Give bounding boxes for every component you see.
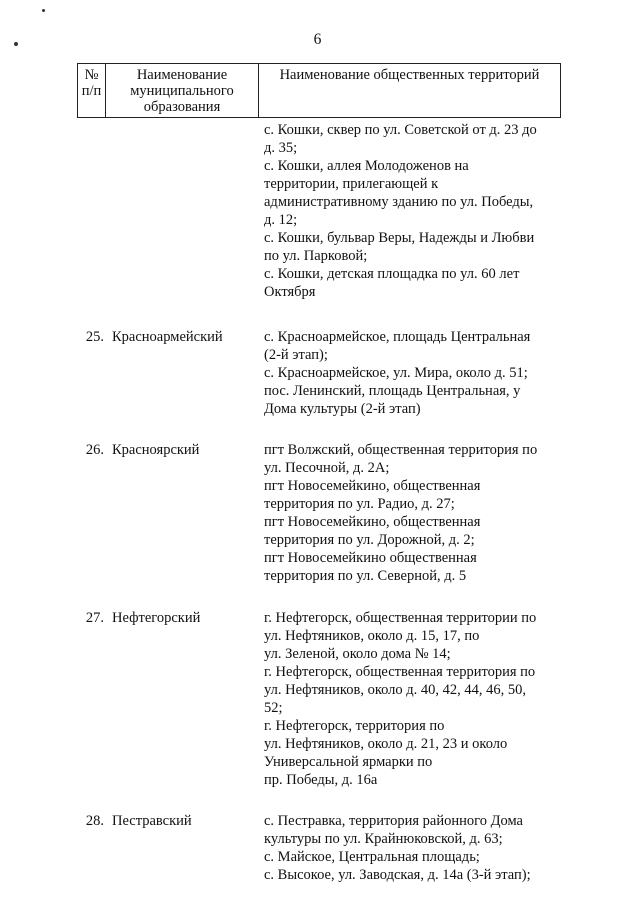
row-municipality: Нефтегорский xyxy=(112,610,201,626)
row-municipality xyxy=(110,121,263,301)
territory-line: с. Пестравка, территория районного Дома xyxy=(264,813,523,829)
row-number xyxy=(77,121,110,301)
territory-line: территория по ул. Радио, д. 27; xyxy=(264,496,455,512)
territory-line: по ул. Парковой; xyxy=(264,248,368,264)
territory-line: с. Кошки, аллея Молодоженов на xyxy=(264,158,469,174)
table-row xyxy=(77,441,561,585)
territory-line: д. 35; xyxy=(264,140,298,156)
header-number-column xyxy=(78,64,106,117)
territory-line: административному зданию по ул. Победы, xyxy=(264,194,534,210)
header-municipality-column xyxy=(106,64,259,117)
territory-line: Дома культуры (2-й этап) xyxy=(264,401,421,417)
row-territories xyxy=(263,812,561,884)
territory-line: пгт Новосемейкино, общественная xyxy=(264,514,481,530)
territory-line: Универсальной ярмарки по xyxy=(264,754,433,770)
row-territories xyxy=(263,609,561,789)
territory-line: ул. Нефтяников, около д. 21, 23 и около xyxy=(264,736,508,752)
row-municipality: Пестравский xyxy=(112,813,192,829)
row-municipality: Красноармейский xyxy=(112,329,223,345)
territory-line: пр. Победы, д. 16а xyxy=(264,772,378,788)
header-text-line: Наименование xyxy=(136,67,228,83)
table-row xyxy=(77,812,561,884)
territory-line: культуры по ул. Крайнюковской, д. 63; xyxy=(264,831,503,847)
table-row xyxy=(77,121,561,301)
row-territories xyxy=(263,328,561,418)
territory-line: д. 12; xyxy=(264,212,298,228)
row-number: 26. xyxy=(85,442,104,458)
territory-line: ул. Нефтяников, около д. 15, 17, по xyxy=(264,628,480,644)
territory-line: с. Высокое, ул. Заводская, д. 14а (3-й этап); xyxy=(264,867,531,883)
territory-line: пос. Ленинский, площадь Центральная, у xyxy=(264,383,521,399)
header-territories-column xyxy=(259,64,560,117)
territory-line: ул. Нефтяников, около д. 40, 42, 44, 46, 50, xyxy=(264,682,527,698)
row-municipality: Красноярский xyxy=(112,442,200,458)
row-number: 27. xyxy=(85,610,104,626)
table-row xyxy=(77,328,561,418)
territory-line: пгт Новосемейкино, общественная xyxy=(264,478,481,494)
territory-line: территория по ул. Дорожной, д. 2; xyxy=(264,532,475,548)
table-row xyxy=(77,609,561,789)
territory-line: с. Кошки, бульвар Веры, Надежды и Любви xyxy=(264,230,535,246)
row-number: 25. xyxy=(85,329,104,345)
row-territories xyxy=(263,121,561,301)
territory-line: пгт Волжский, общественная территория по xyxy=(264,442,538,458)
territory-line: с. Майское, Центральная площадь; xyxy=(264,849,480,865)
territory-line: г. Нефтегорск, общественная территории по xyxy=(264,610,537,626)
table-body xyxy=(77,118,561,884)
territory-line: с. Красноармейское, площадь Центральная xyxy=(264,329,531,345)
header-text-line: № xyxy=(84,67,99,83)
row-number: 28. xyxy=(85,813,104,829)
header-text-line: п/п xyxy=(81,83,102,99)
row-territories xyxy=(263,441,561,585)
territory-line: (2-й этап); xyxy=(264,347,328,363)
territory-line: пгт Новосемейкино общественная xyxy=(264,550,477,566)
header-text-line: образования xyxy=(143,99,221,115)
territory-line: 52; xyxy=(264,700,283,716)
territory-line: с. Кошки, детская площадка по ул. 60 лет xyxy=(264,266,520,282)
territory-line: с. Кошки, сквер по ул. Советской от д. 23 до xyxy=(264,122,537,138)
table-header xyxy=(77,63,561,118)
territory-line: Октября xyxy=(264,284,316,300)
territory-line: г. Нефтегорск, территория по xyxy=(264,718,445,734)
territory-line: ул. Песочной, д. 2А; xyxy=(264,460,390,476)
page-number: 6 xyxy=(313,31,322,48)
territory-line: территория по ул. Северной, д. 5 xyxy=(264,568,467,584)
territory-line: г. Нефтегорск, общественная территория по xyxy=(264,664,536,680)
scan-speck xyxy=(42,9,45,12)
territory-line: с. Красноармейское, ул. Мира, около д. 51; xyxy=(264,365,528,381)
header-text-line: Наименование общественных территорий xyxy=(279,67,540,83)
territory-line: территории, прилегающей к xyxy=(264,176,439,192)
territory-line: ул. Зеленой, около дома № 14; xyxy=(264,646,451,662)
header-text-line: муниципального xyxy=(130,83,234,99)
